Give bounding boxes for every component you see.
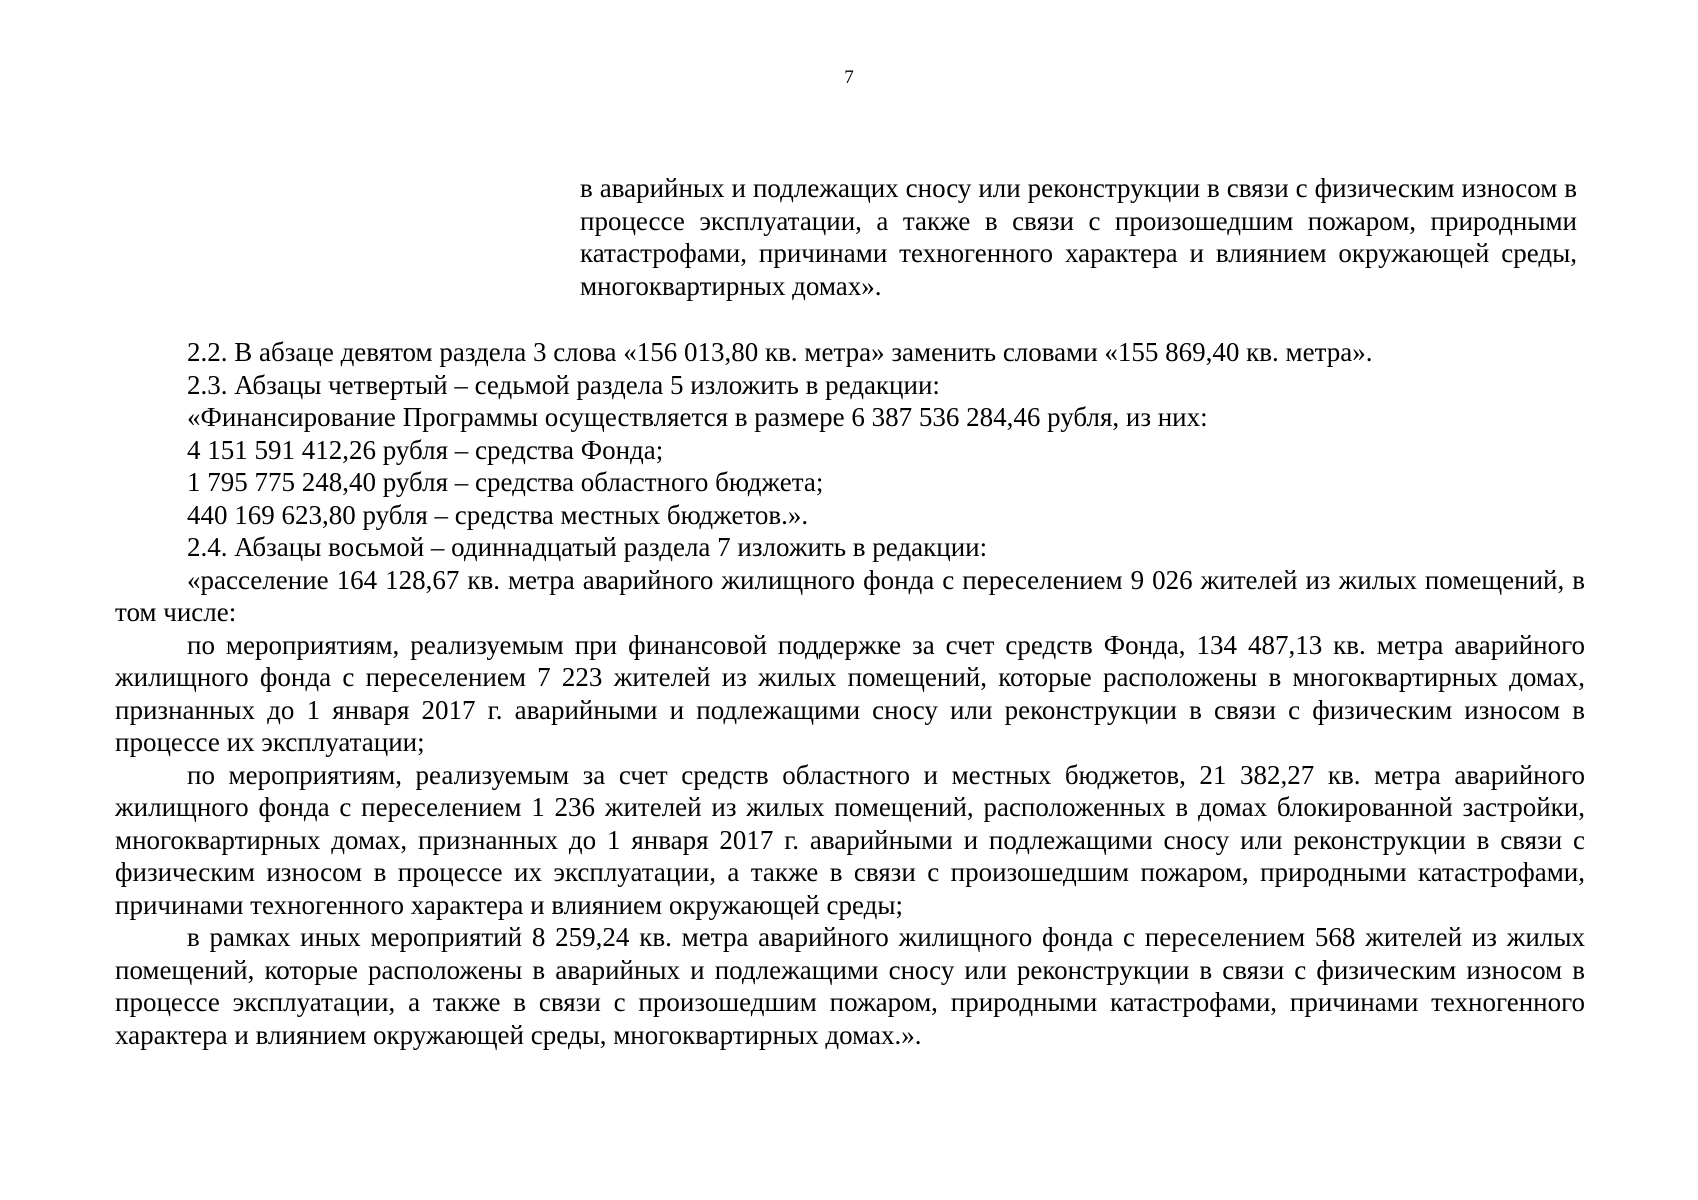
paragraph-local-budgets: 440 169 623,80 рубля – средства местных бюджетов.». bbox=[187, 499, 809, 530]
paragraph-financing-total: «Финансирование Программы осуществляется в размере 6 387 536 284,46 рубля, из них: bbox=[187, 402, 1208, 432]
paragraph-2-4: 2.4. Абзацы восьмой – одиннадцатый раздела 7 изложить в редакции: bbox=[187, 532, 988, 562]
paragraph-2-3: 2.3. Абзацы четвертый – седьмой раздела 5 изложить в редакции: bbox=[187, 369, 940, 400]
paragraph-fund-amount: 4 151 591 412,26 рубля – средства Фонда; bbox=[187, 434, 664, 465]
paragraph-budget-measures: по мероприятиям, реализуемым за счет средств областного и местных бюджетов, 21 382,27 кв. метра аварийного жилищного фонда с переселением 1 236 жителей из жилых помещений, расположенных в домах блокированной застройки, многоквартирных домах, признанных до 1 января 2017 г. аварийными и подлежащими сносу или реконструкции в связи с физическим износом в процессе их эксплуатации, а также в связи с произошедшим пожаром, природными катастрофами, причинами техногенного характера и влиянием окружающей среды; bbox=[115, 759, 1585, 920]
quote-paragraph: в аварийных и подлежащих сносу или реконструкции в связи с физическим износом в процессе эксплуатации, а также в связи с произошедшим пожаром, природными катастрофами, причинами техногенного характера и влиянием окружающей среды, многоквартирных домах». bbox=[580, 173, 1577, 301]
paragraph-regional-budget: 1 795 775 248,40 рубля – средства областного бюджета; bbox=[187, 467, 824, 497]
paragraph-resettlement-total: «расселение 164 128,67 кв. метра аварийного жилищного фонда с переселением 9 026 жителей из жилых помещений, в том числе: bbox=[115, 564, 1585, 627]
paragraph-fund-measures: по мероприятиям, реализуемым при финансовой поддержке за счет средств Фонда, 134 487,13 кв. метра аварийного жилищного фонда с переселением 7 223 жителей из жилых помещений, которые расположены в многоквартирных домах, признанных до 1 января 2017 г. аварийными и подлежащими сносу или реконструкции в связи с физическим износом в процессе их эксплуатации; bbox=[115, 629, 1585, 757]
page-number: 7 bbox=[844, 67, 854, 88]
quote-block bbox=[580, 172, 1577, 302]
paragraph-2-2: 2.2. В абзаце девятом раздела 3 слова «156 013,80 кв. метра» заменить словами «155 869,40 кв. метра». bbox=[187, 337, 1373, 367]
paragraph-other-measures: в рамках иных мероприятий 8 259,24 кв. метра аварийного жилищного фонда с переселением 568 жителей из жилых помещений, которые расположены в аварийных и подлежащими сносу или реконструкции в связи с физическим износом в процессе эксплуатации, а также в связи с произошедшим пожаром, природными катастрофами, причинами техногенного характера и влиянием окружающей среды, многоквартирных домах.». bbox=[115, 922, 1585, 1050]
document-body bbox=[115, 336, 1585, 1051]
